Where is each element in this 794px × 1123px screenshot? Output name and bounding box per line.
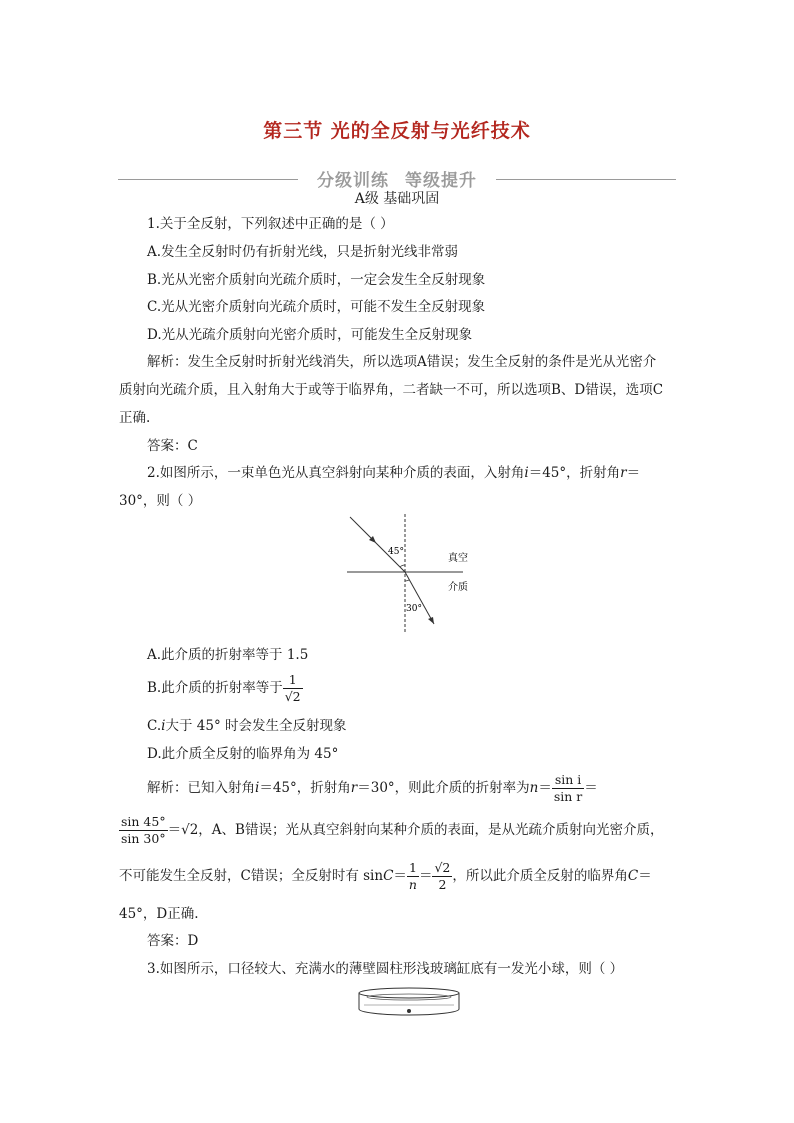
tank-rim <box>359 988 459 998</box>
angle-top-label: 45° <box>388 547 404 557</box>
level-heading: A级 基础巩固 <box>354 191 440 207</box>
banner-right: 等级提升 <box>405 171 477 191</box>
angle-bottom-label: 30° <box>406 604 422 614</box>
fraction: $\frac{1}{√2}$ <box>284 672 301 704</box>
q1-analysis-line2: 质射向光疏介质，且入射角大于或等于临界角，二者缺一不可，所以选项B、D错误，选项C <box>119 382 664 398</box>
refraction-angle-arc <box>405 580 409 581</box>
q2-stem-line1: 2.如图所示，一束单色光从真空斜射向某种介质的表面，入射角i＝45°，折射角r＝ <box>147 465 641 481</box>
q1-analysis-line3: 正确. <box>119 410 151 426</box>
banner-left: 分级训练 <box>317 171 389 191</box>
refraction-diagram <box>340 510 490 638</box>
q2-analysis-line3: 不可能发生全反射，C错误；全反射时有 sinC＝ $\frac{1}{n}$ ＝ $\frac{√2}{2}$ ，所以此介质全反射的临界角C＝ <box>119 860 652 892</box>
page-title: 第三节 光的全反射与光纤技术 <box>263 120 531 142</box>
light-ball-icon <box>407 1009 411 1013</box>
fraction: $\frac{\sin 45^\circ}{\sin 30^\circ}$ <box>121 814 166 846</box>
medium-label: 介质 <box>448 582 468 593</box>
q3-stem: 3.如图所示，口径较大、充满水的薄壁圆柱形浅玻璃缸底有一发光小球，则（ ） <box>147 961 624 977</box>
q2-option-c: C.i大于 45° 时会发生全反射现象 <box>147 718 347 734</box>
q2-option-a: A.此介质的折射率等于 1.5 <box>147 647 309 663</box>
q1-answer: 答案：C <box>147 438 198 454</box>
fraction: $\frac{1}{n}$ <box>408 860 417 892</box>
fraction: $\frac{√2}{2}$ <box>434 860 451 892</box>
q1-option-c: C.光从光密介质射向光疏介质时，可能不发生全反射现象 <box>147 299 486 315</box>
glass-tank-diagram <box>354 985 464 1019</box>
fraction: $\frac{\text{sin i}}{\text{sin r}}$ <box>553 772 583 804</box>
q1-analysis-line1: 解析：发生全反射时折射光线消失，所以选项A错误；发生全反射的条件是光从光密介 <box>147 354 657 370</box>
refracted-arrow-icon <box>428 617 434 624</box>
incident-ray <box>350 517 405 572</box>
vacuum-label: 真空 <box>448 553 468 564</box>
q2-analysis-line4: 45°，D正确. <box>119 906 199 922</box>
incident-angle-arc <box>400 565 405 567</box>
q1-option-a: A.发生全反射时仍有折射光线，只是折射光线非常弱 <box>147 244 459 260</box>
q2-analysis-line2: $\frac{\sin 45^\circ}{\sin 30^\circ}$ ＝√2，A、B错误；光从真空斜射向某种介质的表面，是从光疏介质射向光密介质， <box>121 814 664 846</box>
q2-option-b: B.此介质的折射率等于 $\frac{1}{√2}$ <box>147 672 301 704</box>
q2-option-d: D.此介质全反射的临界角为 45° <box>147 746 339 762</box>
q1-option-b: B.光从光密介质射向光疏介质时，一定会发生全反射现象 <box>147 272 486 288</box>
q2-stem-line2: 30°，则（ ） <box>119 493 202 509</box>
q2-answer: 答案：D <box>147 933 199 949</box>
q1-option-d: D.光从光疏介质射向光密介质时，可能发生全反射现象 <box>147 327 473 343</box>
q2-analysis-line1: 解析：已知入射角i＝45°，折射角r＝30°，则此介质的折射率为n＝ $\frac{\text{sin i}}{\text{sin r}}$ ＝ <box>147 772 598 804</box>
q1-stem: 1.关于全反射，下列叙述中正确的是（ ） <box>147 216 394 232</box>
refracted-ray <box>405 572 434 624</box>
